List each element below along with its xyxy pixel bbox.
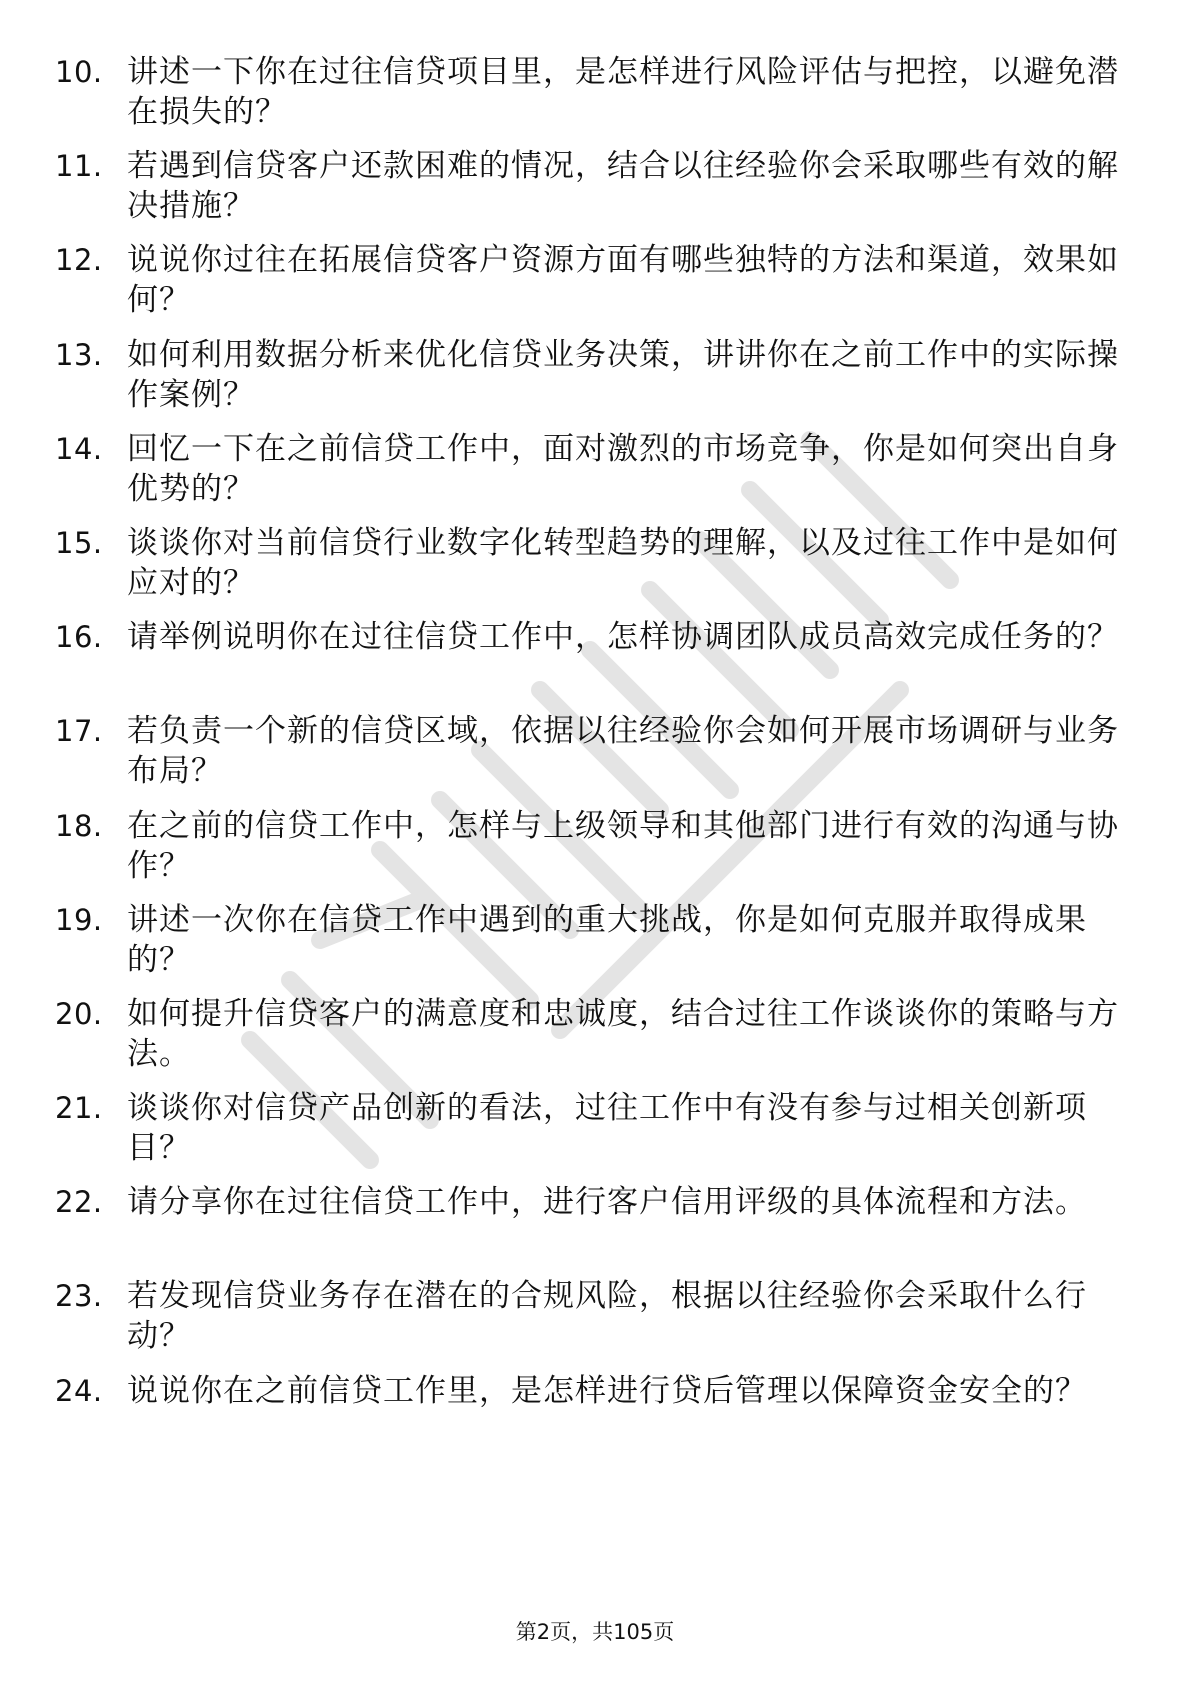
question-text: 若负责一个新的信贷区域，依据以往经验你会如何开展市场调研与业务布局？ xyxy=(127,713,1119,790)
question-number: 12. xyxy=(55,243,103,278)
list-item xyxy=(55,1182,1130,1276)
question-number: 21. xyxy=(55,1091,103,1126)
question-text: 说说你在之前信贷工作里，是怎样进行贷后管理以保障资金安全的？ xyxy=(127,1372,1087,1409)
question-number: 18. xyxy=(55,808,103,843)
list-item xyxy=(55,429,1130,523)
question-number: 13. xyxy=(55,337,103,372)
question-number: 22. xyxy=(55,1185,103,1220)
question-text: 如何提升信贷客户的满意度和忠诚度，结合过往工作谈谈你的策略与方法。 xyxy=(127,995,1119,1072)
list-item xyxy=(55,711,1130,805)
question-text: 如何利用数据分析来优化信贷业务决策，讲讲你在之前工作中的实际操作案例？ xyxy=(127,336,1119,413)
question-number: 24. xyxy=(55,1373,103,1408)
question-list xyxy=(55,52,1130,1465)
question-number: 14. xyxy=(55,431,103,466)
question-text: 谈谈你对信贷产品创新的看法，过往工作中有没有参与过相关创新项目？ xyxy=(127,1090,1087,1167)
question-number: 15. xyxy=(55,525,103,560)
question-number: 16. xyxy=(55,620,103,655)
question-text: 若发现信贷业务存在潜在的合规风险，根据以往经验你会采取什么行动？ xyxy=(127,1278,1087,1355)
question-text: 请举例说明你在过往信贷工作中，怎样协调团队成员高效完成任务的？ xyxy=(127,619,1119,656)
list-item xyxy=(55,52,1130,146)
list-item xyxy=(55,523,1130,617)
page-number-label: 第2页，共105页 xyxy=(515,1620,675,1644)
list-item xyxy=(55,1088,1130,1182)
question-number: 10. xyxy=(55,55,103,89)
question-text: 回忆一下在之前信贷工作中，面对激烈的市场竞争，你是如何突出自身优势的？ xyxy=(127,430,1119,507)
list-item xyxy=(55,900,1130,994)
question-text: 谈谈你对当前信贷行业数字化转型趋势的理解，以及过往工作中是如何应对的？ xyxy=(127,524,1119,601)
question-text: 若遇到信贷客户还款困难的情况，结合以往经验你会采取哪些有效的解决措施？ xyxy=(127,148,1119,225)
question-text: 在之前的信贷工作中，怎样与上级领导和其他部门进行有效的沟通与协作？ xyxy=(127,807,1119,884)
list-item xyxy=(55,1371,1130,1465)
question-number: 20. xyxy=(55,996,103,1031)
list-item xyxy=(55,1276,1130,1370)
list-item xyxy=(55,806,1130,900)
list-item xyxy=(55,994,1130,1088)
list-item xyxy=(55,617,1130,711)
question-number: 19. xyxy=(55,902,103,937)
list-item xyxy=(55,146,1130,240)
question-number: 23. xyxy=(55,1279,103,1314)
question-text: 说说你过往在拓展信贷客户资源方面有哪些独特的方法和渠道，效果如何？ xyxy=(127,242,1119,319)
question-number: 17. xyxy=(55,714,103,749)
list-item xyxy=(55,335,1130,429)
question-text: 讲述一下你在过往信贷项目里，是怎样进行风险评估与把控，以避免潜在损失的？ xyxy=(127,54,1119,130)
list-item xyxy=(55,240,1130,334)
question-text: 请分享你在过往信贷工作中，进行客户信用评级的具体流程和方法。 xyxy=(127,1184,1087,1221)
question-number: 11. xyxy=(55,149,103,184)
page-footer xyxy=(0,1618,1190,1646)
question-text: 讲述一次你在信贷工作中遇到的重大挑战，你是如何克服并取得成果的？ xyxy=(127,901,1087,978)
